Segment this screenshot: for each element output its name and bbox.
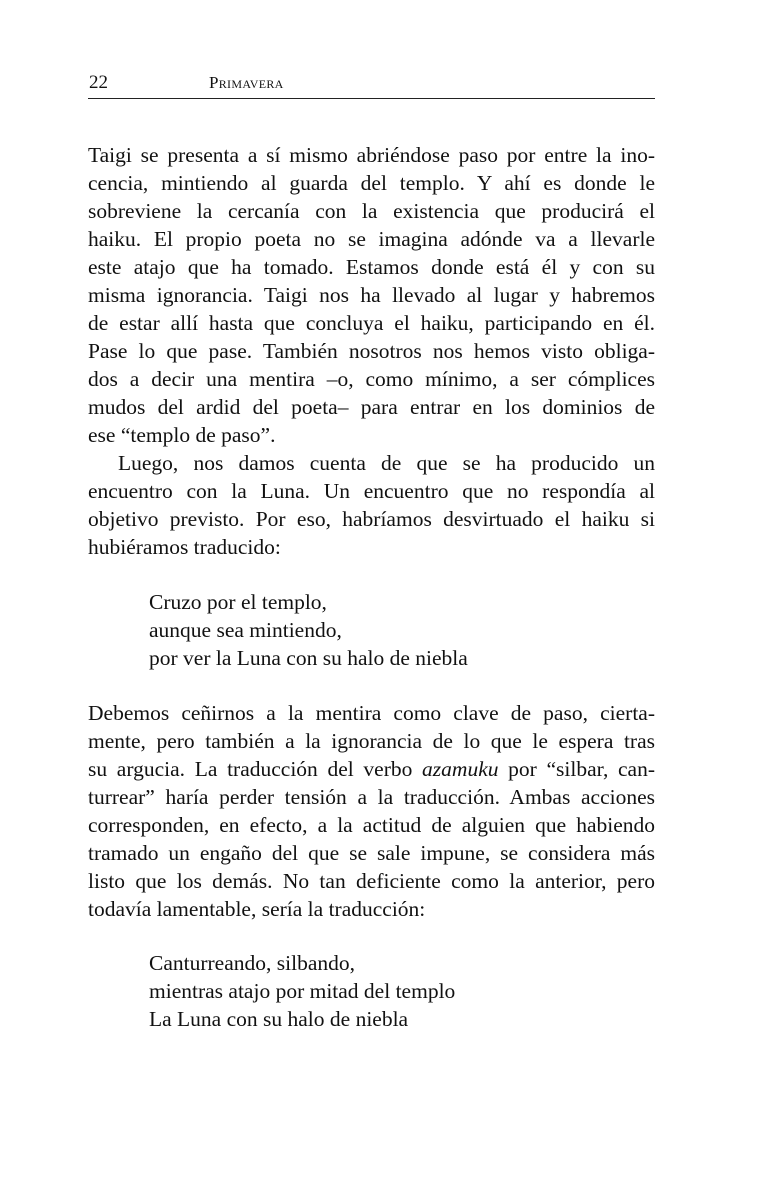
text-line: de estar allí hasta que concluya el haiku, participando en él. [88, 311, 655, 335]
verse-line: Cruzo por el templo, [149, 590, 327, 614]
verse-line: mientras atajo por mitad del templo [149, 979, 456, 1003]
verse-line: Canturreando, silbando, [149, 951, 355, 975]
emphasized-word: azamuku [422, 757, 499, 781]
text-line: turrear” haría perder tensión a la traducción. Ambas acciones [88, 785, 655, 809]
text-line: objetivo previsto. Por eso, habríamos desvirtuado el haiku si [88, 507, 655, 531]
text-line: Debemos ceñirnos a la mentira como clave de paso, cierta- [88, 701, 655, 725]
text-line: listo que los demás. No tan deficiente como la anterior, pero [88, 869, 655, 893]
text-line: mente, pero también a la ignorancia de lo que le espera tras [88, 729, 655, 753]
verse-line: aunque sea mintiendo, [149, 618, 342, 642]
text-line: dos a decir una mentira –o, como mínimo, a ser cómplices [88, 367, 655, 391]
verse-line: por ver la Luna con su halo de niebla [149, 646, 468, 670]
text-line: Luego, nos damos cuenta de que se ha producido un [118, 451, 655, 475]
text-line: este atajo que ha tomado. Estamos donde está él y con su [88, 255, 655, 279]
text-line: ese “templo de paso”. [88, 423, 276, 447]
text-line: Taigi se presenta a sí mismo abriéndose paso por entre la ino- [88, 143, 655, 167]
page-header [88, 72, 655, 99]
text-line: haiku. El propio poeta no se imagina adónde va a llevarle [88, 227, 655, 251]
running-head: Primavera [209, 73, 284, 92]
text-line: cencia, mintiendo al guarda del templo. Y ahí es donde le [88, 171, 655, 195]
text-line: mudos del ardid del poeta– para entrar en los dominios de [88, 395, 655, 419]
page-number: 22 [89, 72, 108, 93]
verse-line: La Luna con su halo de niebla [149, 1007, 409, 1031]
text-line: Pase lo que pase. También nosotros nos hemos visto obliga- [88, 339, 655, 363]
text-line: sobreviene la cercanía con la existencia que producirá el [88, 199, 655, 223]
text-line [88, 755, 655, 783]
text-line: todavía lamentable, sería la traducción: [88, 897, 426, 921]
text-line: corresponden, en efecto, a la actitud de alguien que habiendo [88, 813, 655, 837]
text-line: tramado un engaño del que se sale impune, se considera más [88, 841, 655, 865]
text-run: por “silbar, can- [498, 757, 655, 781]
text-line: encuentro con la Luna. Un encuentro que no respondía al [88, 479, 655, 503]
text-run: su argucia. La traducción del verbo [88, 757, 423, 781]
text-line: misma ignorancia. Taigi nos ha llevado al lugar y habremos [88, 283, 655, 307]
text-line: hubiéramos traducido: [88, 535, 281, 559]
